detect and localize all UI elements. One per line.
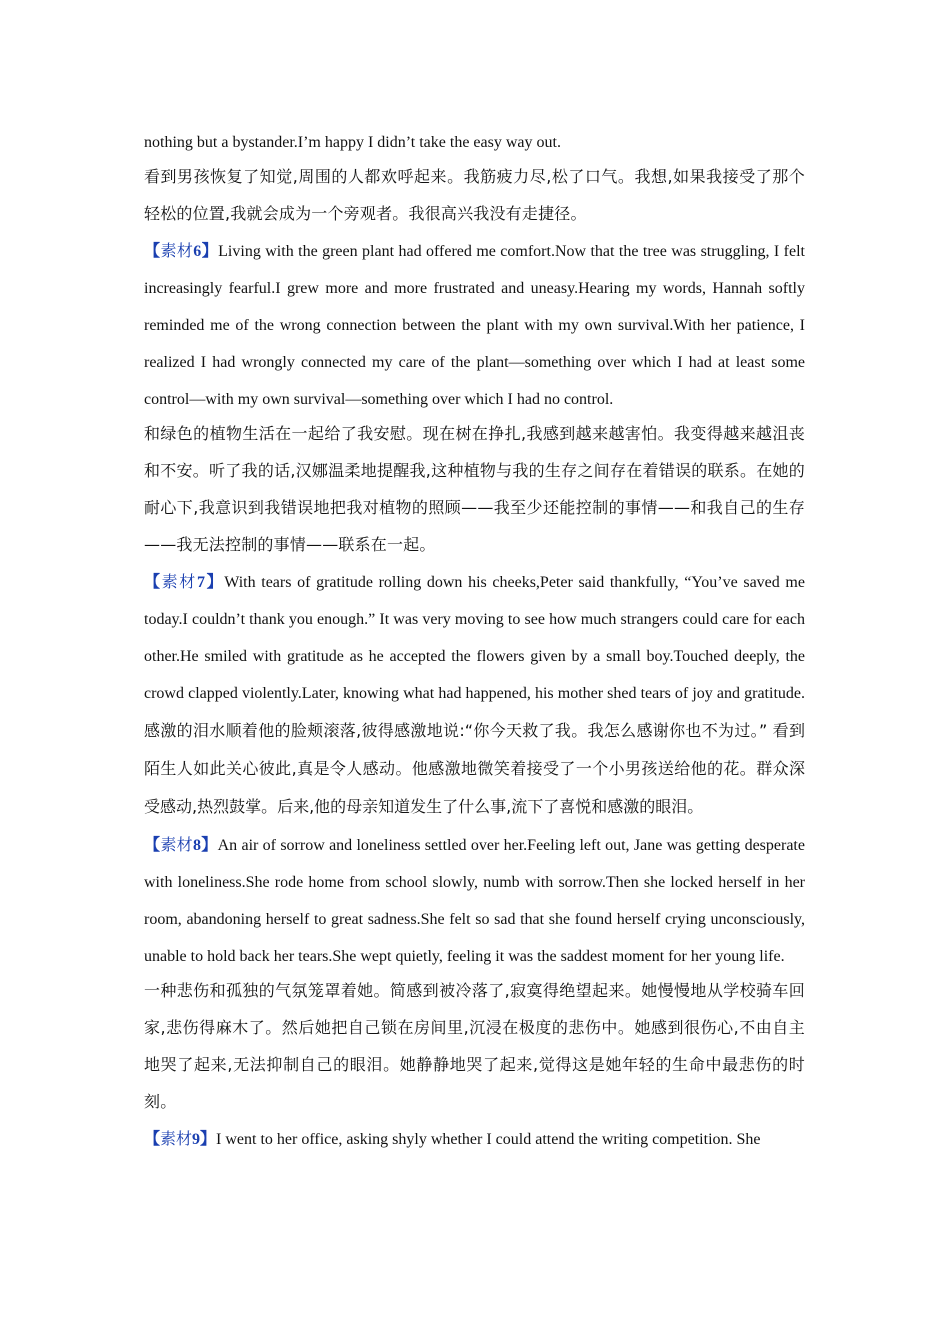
material-7-english	[144, 563, 805, 826]
document-page	[144, 124, 805, 1158]
continuation-chinese: 看到男孩恢复了知觉,周围的人都欢呼起来。我筋疲力尽,松了口气。我想,如果我接受了那个轻松的位置,我就会成为一个旁观者。我很高兴我没有走捷径。	[144, 167, 805, 223]
material-6-english	[144, 232, 805, 418]
material-9-english	[144, 1120, 805, 1158]
material-8-english	[144, 826, 805, 975]
continuation-english: nothing but a bystander.I’m happy I didn’t take the easy way out.	[144, 134, 561, 151]
material-7-tag: 【素材7】	[144, 572, 225, 591]
material-8-english-text: An air of sorrow and loneliness settled over her.Feeling left out, Jane was getting desperate with loneliness.She rode home from school slowly, numb with sorrow.Then she locked herself in her room, abandoning herself to great sadness.She felt so sad that she found herself crying unconsciously, unable to hold back her tears.She wept quietly, feeling it was the saddest moment for her young life.	[144, 837, 805, 965]
material-6-english-text: Living with the green plant had offered me comfort.Now that the tree was struggling, I felt increasingly fearful.I grew more and more frustrated and uneasy.Hearing my words, Hannah softly reminded me of the wrong connection between the plant with my own survival.With her patience, I realized I had wrongly connected my care of the plant—something over which I had at least some control—with my own survival—something over which I had no control.	[144, 243, 805, 408]
material-8-tag: 【素材8】	[144, 835, 218, 854]
material-8-chinese: 一种悲伤和孤独的气氛笼罩着她。简感到被冷落了,寂寞得绝望起来。她慢慢地从学校骑车回家,悲伤得麻木了。然后她把自己锁在房间里,沉浸在极度的悲伤中。她感到很伤心,不由自主地哭了起来,无法抑制自己的眼泪。她静静地哭了起来,觉得这是她年轻的生命中最悲伤的时刻。	[144, 981, 805, 1111]
material-6-tag: 【素材6】	[144, 241, 219, 260]
material-9-tag: 【素材9】	[144, 1129, 217, 1148]
material-7-english-text: With tears of gratitude rolling down his cheeks,Peter said thankfully, “You’ve saved me today.I couldn’t thank you enough.” It was very moving to see how much strangers could care for each other.He smiled with gratitude as he accepted the flowers given by a small boy.Touched deeply, the crowd clapped violently.Later, knowing what had happened, his mother shed tears of joy and gratitude.	[144, 574, 805, 702]
material-7-chinese-text: 感激的泪水顺着他的脸颊滚落,彼得感激地说:“你今天救了我。我怎么感谢你也不为过。” 看到陌生人如此关心彼此,真是令人感动。他感激地微笑着接受了一个小男孩送给他的花。群众深受感动,热烈鼓掌。后来,他的母亲知道发生了什么事,流下了喜悦和感激的眼泪。	[144, 721, 805, 816]
material-9-english-text: I went to her office, asking shyly whether I could attend the writing competition. She	[216, 1131, 761, 1148]
material-6-chinese: 和绿色的植物生活在一起给了我安慰。现在树在挣扎,我感到越来越害怕。我变得越来越沮丧和不安。听了我的话,汉娜温柔地提醒我,这种植物与我的生存之间存在着错误的联系。在她的耐心下,我意识到我错误地把我对植物的照顾——我至少还能控制的事情——和我自己的生存——我无法控制的事情——联系在一起。	[144, 424, 805, 554]
